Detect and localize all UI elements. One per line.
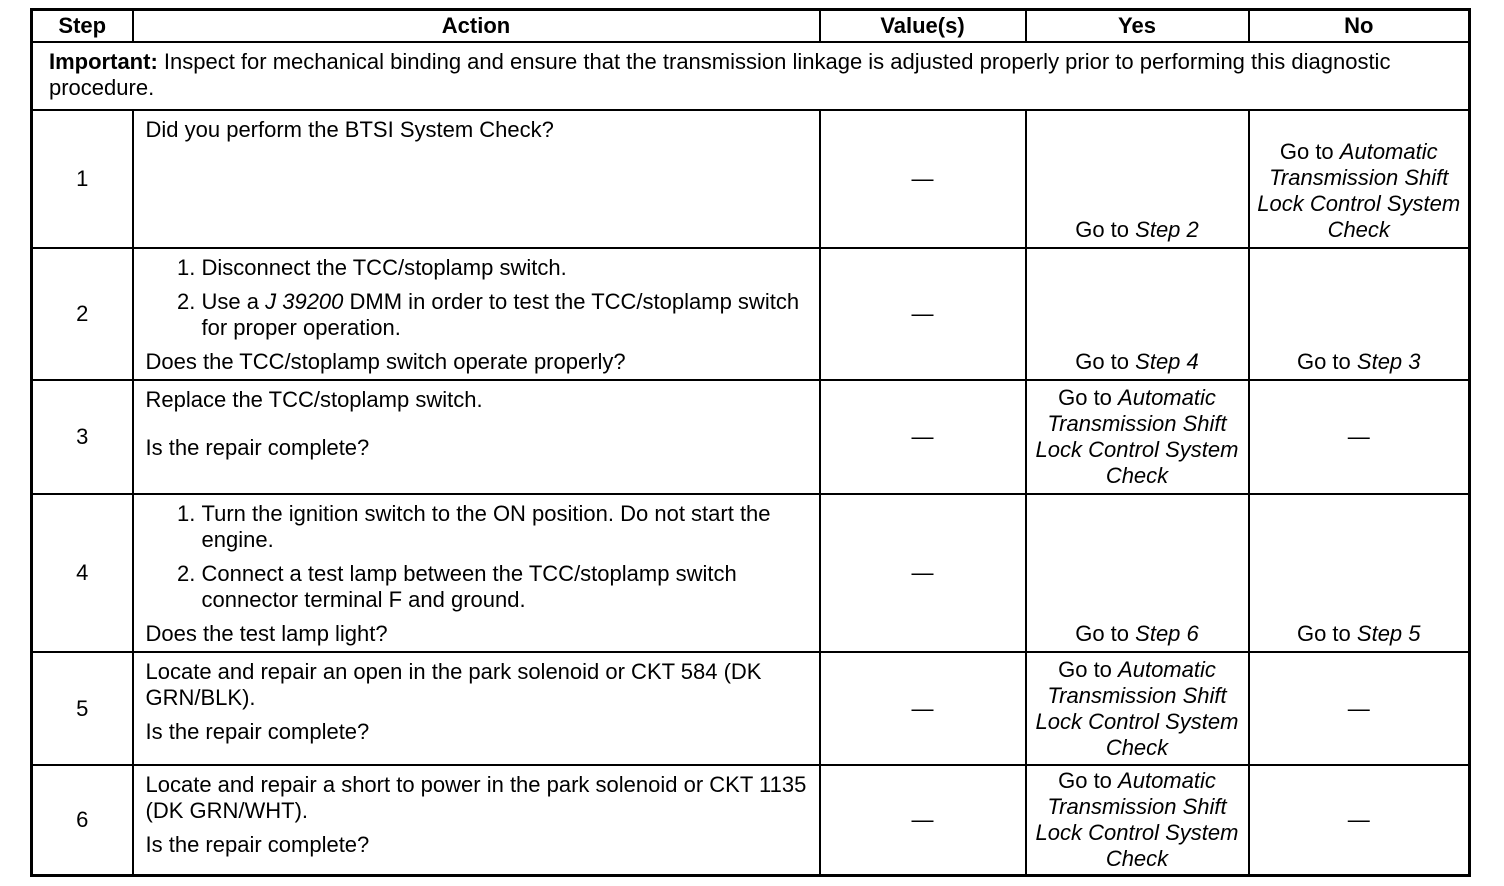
action-step-item: 1. Turn the ignition switch to the ON position. Do not start the engine. xyxy=(202,501,809,553)
yes-target: Automatic Transmission Shift Lock Control System Check xyxy=(1035,656,1239,760)
yes-prefix: Go to xyxy=(1058,385,1112,410)
value-cell: — xyxy=(820,652,1026,765)
action-instruction: Locate and repair an open in the park solenoid or CKT 584 (DK GRN/BLK). xyxy=(145,659,762,710)
no-target: Step 3 xyxy=(1356,349,1421,374)
no-cell: — xyxy=(1249,380,1470,494)
action-question: Is the repair complete? xyxy=(145,435,370,460)
no-cell xyxy=(1249,494,1470,652)
action-question: Is the repair complete? xyxy=(145,719,370,744)
important-note xyxy=(32,42,1470,110)
action-cell xyxy=(133,248,820,380)
no-cell: — xyxy=(1249,652,1470,765)
table-row xyxy=(32,652,1470,765)
tool-number: J 39200 xyxy=(265,289,344,314)
value-cell: — xyxy=(820,110,1026,248)
table-row xyxy=(32,248,1470,380)
action-question: Does the TCC/stoplamp switch operate properly? xyxy=(145,349,626,374)
header-row xyxy=(32,10,1470,43)
yes-target: Step 4 xyxy=(1135,349,1199,374)
no-prefix: Go to xyxy=(1296,621,1351,646)
step-number: 6 xyxy=(32,765,133,876)
header-action: Action xyxy=(133,10,820,43)
value-cell: — xyxy=(820,494,1026,652)
important-text: Inspect for mechanical binding and ensure that the transmission linkage is adjusted properly prior to performing this diagnostic procedure. xyxy=(49,49,1391,100)
no-prefix: Go to xyxy=(1296,349,1351,374)
header-yes: Yes xyxy=(1026,10,1249,43)
yes-cell xyxy=(1026,110,1249,248)
table-row xyxy=(32,494,1470,652)
yes-target: Step 2 xyxy=(1135,217,1199,242)
yes-prefix: Go to xyxy=(1075,217,1130,242)
action-cell xyxy=(133,494,820,652)
table-row xyxy=(32,110,1470,248)
table-row xyxy=(32,380,1470,494)
action-instruction: Locate and repair a short to power in the park solenoid or CKT 1135 (DK GRN/WHT). xyxy=(145,772,807,823)
value-cell: — xyxy=(820,380,1026,494)
header-values: Value(s) xyxy=(820,10,1026,43)
yes-cell xyxy=(1026,380,1249,494)
no-cell xyxy=(1249,248,1470,380)
yes-prefix: Go to xyxy=(1058,656,1112,682)
yes-cell xyxy=(1026,248,1249,380)
action-cell xyxy=(133,765,820,876)
action-steps xyxy=(146,255,809,341)
yes-prefix: Go to xyxy=(1058,768,1112,793)
yes-cell xyxy=(1026,494,1249,652)
action-step-item: 1. Disconnect the TCC/stoplamp switch. xyxy=(202,255,809,281)
step-number: 1 xyxy=(32,110,133,248)
action-step-item: 2. Connect a test lamp between the TCC/stoplamp switch connector terminal F and ground. xyxy=(202,561,809,613)
header-no: No xyxy=(1249,10,1470,43)
step-number: 3 xyxy=(32,380,133,494)
action-question: Does the test lamp light? xyxy=(145,621,388,646)
yes-cell xyxy=(1026,652,1249,765)
item-text: DMM in order to test the TCC/stoplamp switch for proper operation. xyxy=(201,289,800,340)
important-row xyxy=(32,42,1470,110)
action-cell xyxy=(133,110,820,248)
no-prefix: Go to xyxy=(1279,139,1334,164)
diagnostic-table xyxy=(30,8,1471,877)
action-cell xyxy=(133,652,820,765)
action-question: Is the repair complete? xyxy=(145,832,370,857)
action-cell xyxy=(133,380,820,494)
yes-target: Automatic Transmission Shift Lock Control System Check xyxy=(1035,768,1239,871)
header-step: Step xyxy=(32,10,133,43)
important-label: Important: xyxy=(49,49,158,74)
no-target: Step 5 xyxy=(1356,621,1421,646)
no-cell: — xyxy=(1249,765,1470,876)
yes-target: Step 6 xyxy=(1135,621,1199,646)
value-cell: — xyxy=(820,765,1026,876)
yes-prefix: Go to xyxy=(1075,621,1130,646)
action-steps xyxy=(146,501,809,613)
yes-prefix: Go to xyxy=(1075,349,1130,374)
item-text: Use a xyxy=(201,289,259,314)
yes-cell xyxy=(1026,765,1249,876)
action-instruction: Replace the TCC/stoplamp switch. xyxy=(145,387,483,412)
action-question: Did you perform the BTSI System Check? xyxy=(145,117,554,142)
value-cell: — xyxy=(820,248,1026,380)
step-number: 5 xyxy=(32,652,133,765)
action-step-item xyxy=(202,289,809,341)
no-target: Automatic Transmission Shift Lock Control System Check xyxy=(1257,139,1461,242)
no-cell xyxy=(1249,110,1470,248)
table-row xyxy=(32,765,1470,876)
yes-target: Automatic Transmission Shift Lock Control System Check xyxy=(1035,385,1239,488)
step-number: 2 xyxy=(32,248,133,380)
step-number: 4 xyxy=(32,494,133,652)
